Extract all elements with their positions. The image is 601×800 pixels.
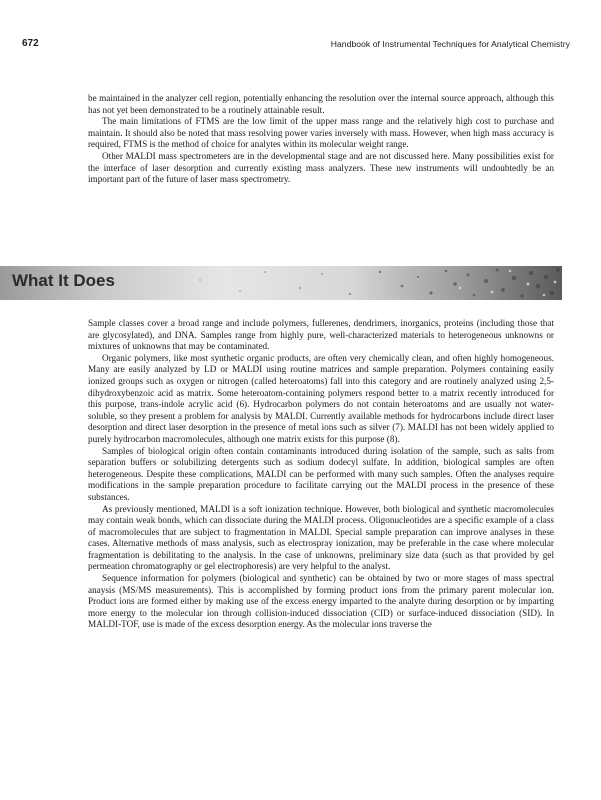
paragraph: The main limitations of FTMS are the low limit of the upper mass range and the relatively high cost to purchase and maintain. It should also be noted that mass resolving power varies inversely with mass. However, when high mass accuracy is required, FTMS is the method of choice for analytes within its molecular weight range. (88, 116, 554, 150)
section-heading-band (0, 266, 562, 300)
book-title: Handbook of Instrumental Techniques for Analytical Chemistry (330, 39, 570, 49)
paragraph: Sample classes cover a broad range and include polymers, fullerenes, dendrimers, inorganics, proteins (including those that are glycosylated), and DNA. Samples range from highly pure, well-characterized materials to heterogeneous unknowns or mixtures of unknowns that may be contaminated. (88, 318, 554, 352)
paragraph: Sequence information for polymers (biological and synthetic) can be obtained by two or more stages of mass spectral anaysis (MS/MS measurements). This is accomplished by forming product ions from the primary parent molecular ion. Product ions are formed either by making use of the excess energy imparted to the analyte during desorption or by imparting more energy to the molecular ion through collision-induced dissociation (CID) or surface-induced dissociation (SID). In MALDI-TOF, use is made of the excess desorption energy. As the molecular ions traverse the (88, 573, 554, 630)
paragraph: be maintained in the analyzer cell region, potentially enhancing the resolution over the internal source approach, although this has not yet been demonstrated to be a routinely attainable result. (88, 93, 554, 115)
paragraph: Samples of biological origin often contain contaminants introduced during isolation of the sample, such as salts from separation buffers or solubilizing detergents such as sodium dodecyl sulfate. In addition, biological samples are often heterogeneous. Despite these complications, MALDI can be performed with many such samples. Often the analyses require modifications in the sample preparation procedure to facilitate carrying out the MALDI process in the presence of these substances. (88, 445, 554, 502)
running-head (22, 38, 570, 54)
paragraph: Organic polymers, like most synthetic organic products, are often very chemically clean, and often highly homogeneous. Many are easily analyzed by LD or MALDI using routine matrices and sample preparation. Polymers containing easily ionized groups such as oxygen or nitrogen (called heteroatoms) fall into this category and are routinely analyzed using 2,5-dihydroxybenzoic acid as matrix. Some heteroatom-containing polymers respond better to a matrix recently introduced for this purpose, trans-indole acrylic acid (6). Hydrocarbon polymers do not contain heteroatoms and are usually not water-soluble, so they present a problem for analysis by MALDI. Currently available methods for hydrocarbons include direct laser desorption and direct laser desorption in the presence of metal ions such as silver (7). MALDI has not been widely applied to purely hydrocarbon macromolecules, although one matrix exists for this purpose (8). (88, 352, 554, 444)
paragraph: As previously mentioned, MALDI is a soft ionization technique. However, both biological and synthetic macromolecules may contain weak bonds, which can dissociate during the MALDI process. Oligonucleotides are a specific example of a class of macromolecules that are subject to fragmentation in MALDI. Special sample preparation can improve analyses in these cases. Alternative methods of mass analysis, such as electrospray ionization, may be preferable in the case where molecular fragmentation is debilitating to the analysis. In the case of unknowns, preliminary size data (such as that provided by gel permeation chromatography or gel electrophoresis) are very helpful to the analyst. (88, 503, 554, 572)
page-number: 672 (22, 38, 39, 49)
paragraph: Other MALDI mass spectrometers are in the developmental stage and are not discussed here. Many possibilities exist for the interface of laser desorption and currently existing mass analyzers. These new instruments will undoubtedly be an important part of the future of laser mass spectrometry. (88, 150, 554, 185)
intro-text-block (88, 93, 554, 186)
section-text-block (88, 318, 554, 631)
section-heading: What It Does (12, 271, 115, 290)
